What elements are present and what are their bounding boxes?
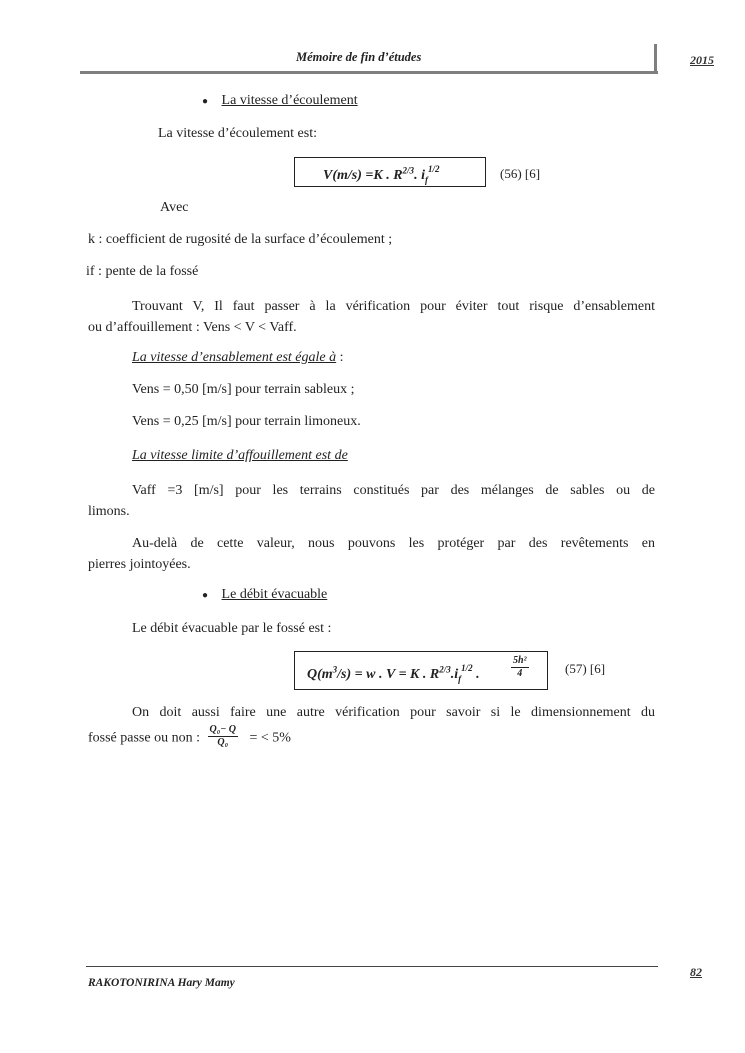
formula-ref-56: (56) [6]: [500, 166, 541, 181]
header-title: Mémoire de fin d’études: [296, 50, 422, 64]
header-divider-vertical: [654, 44, 657, 74]
heading-affouillement: La vitesse limite d’affouillement est de: [132, 448, 348, 463]
footer-rule: [86, 966, 658, 967]
bullet-item-debit: [202, 587, 327, 603]
header-year: 2015: [690, 53, 714, 67]
paragraph-au-dela: Au-delà de cette valeur, nous pouvons les protéger par des revêtements en pierres jointoyées.: [88, 536, 655, 572]
header-rule: [80, 71, 658, 74]
bullet-icon: ●: [202, 96, 209, 107]
bullet-label: La vitesse d’écoulement: [221, 93, 358, 108]
text-vens-limoneux: Vens = 0,25 [m/s] pour terrain limoneux.: [132, 414, 361, 429]
paragraph-vaff: Vaff =3 [m/s] pour les terrains constitués par des mélanges de sables ou de limons.: [88, 483, 655, 519]
bullet-label: Le débit évacuable: [221, 587, 328, 602]
bullet-icon: ●: [202, 590, 209, 601]
paragraph-verification-line2: fossé passe ou non : $\frac{\text{Q₀− Q}}{\text{Q₀}}$ = < 5%: [88, 724, 291, 748]
formula-box-debit: [294, 651, 548, 690]
paragraph-debit-intro: Le débit évacuable par le fossé est :: [132, 621, 332, 636]
paragraph-verification: On doit aussi faire une autre vérification pour savoir si le dimensionnement du: [132, 705, 655, 720]
verification-fraction: $\frac{\text{Q₀− Q}}{\text{Q₀}}$: [209, 724, 236, 748]
heading-ensablement: La vitesse d’ensablement est égale à :: [132, 350, 344, 365]
page-number: 82: [690, 965, 702, 979]
formula-vitesse: V(m/s) =K . $R^{2/3}$. $i_f^{1/2}$: [323, 164, 440, 185]
formula-debit-fraction: $\frac{\text{5h²}}{4}$: [513, 655, 527, 679]
formula-box-vitesse: [294, 157, 486, 187]
text-avec: Avec: [160, 200, 189, 215]
formula-debit: $Q(m^3/s) = w$ . V = K . $R^{2/3}.i_f^{1/2}$ .: [307, 663, 480, 684]
definition-k: k : coefficient de rugosité de la surface d’écoulement ;: [88, 232, 393, 247]
formula-ref-57: (57) [6]: [565, 661, 606, 676]
footer-author: RAKOTONIRINA Hary Mamy: [88, 977, 235, 989]
bullet-item-vitesse: [202, 93, 358, 109]
text-vens-sableux: Vens = 0,50 [m/s] pour terrain sableux ;: [132, 382, 355, 397]
paragraph-trouvant: Trouvant V, Il faut passer à la vérification pour éviter tout risque d’ensablement ou d’affouillement : Vens < V < Vaff.: [88, 299, 655, 335]
paragraph-vitesse-intro: La vitesse d’écoulement est:: [158, 126, 317, 141]
definition-if: if : pente de la fossé: [86, 264, 199, 279]
